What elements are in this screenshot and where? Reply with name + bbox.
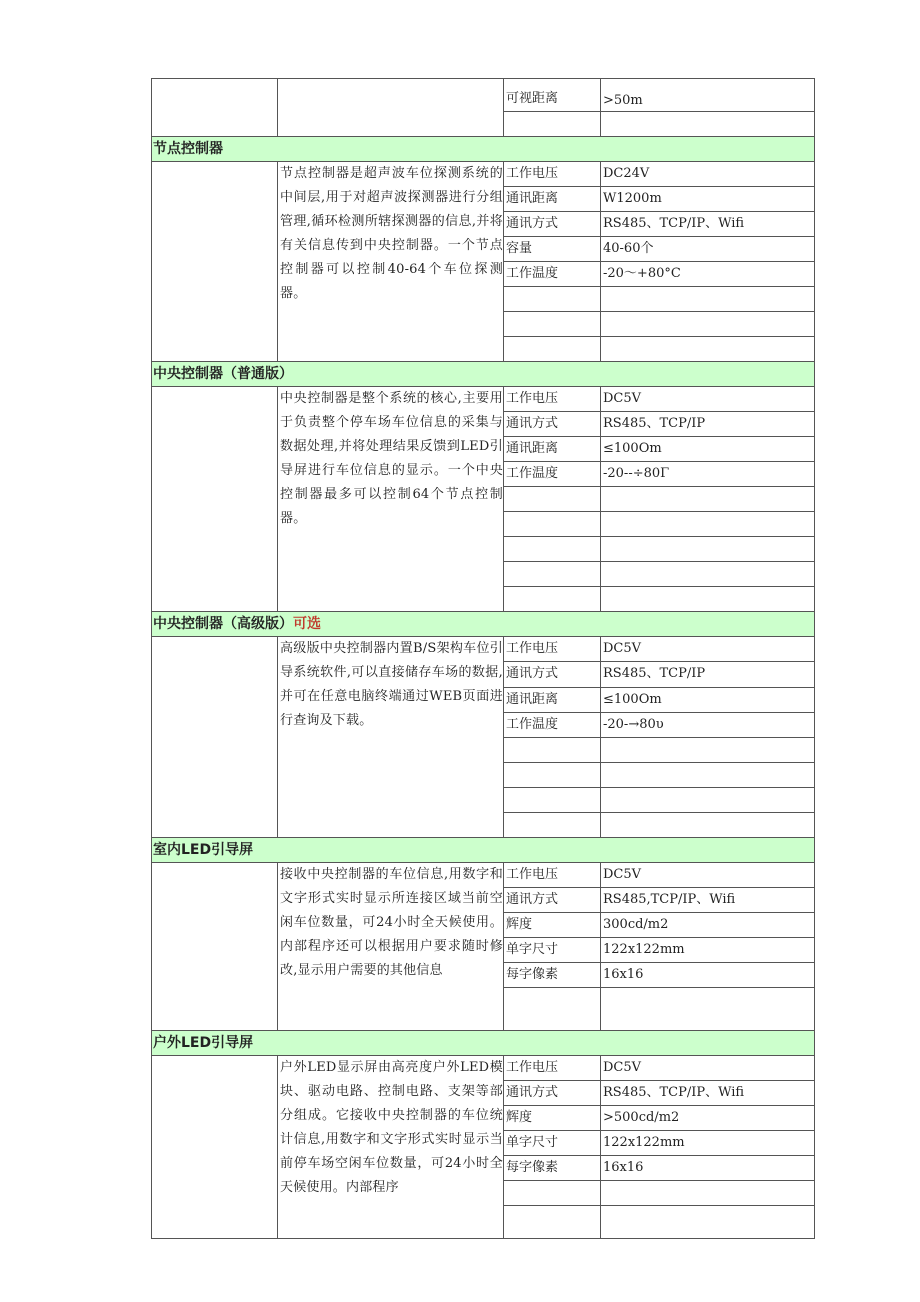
param-value: 300cd∕m2 [601,913,815,938]
param-name: 辉度 [504,1106,601,1131]
param-name: 通讯方式 [504,212,601,237]
param-value: DC5V [601,637,815,662]
table-row [152,1056,815,1081]
param-value [601,1181,815,1206]
param-name: 通讯方式 [504,662,601,688]
section-header [152,137,815,162]
param-value [601,537,815,562]
section-header [152,838,815,863]
param-value [601,738,815,763]
param-name: 单字尺寸 [504,1131,601,1156]
param-value: 16x16 [601,1156,815,1181]
param-value: DC5V [601,1056,815,1081]
param-name: 每字像素 [504,963,601,988]
param-name: 可视距离 [504,79,601,112]
param-value: RS485、TCP/IP、Wifi [601,1081,815,1106]
section-title: 节点控制器 [152,137,815,162]
image-cell [152,387,278,612]
table-row [152,387,815,412]
param-value: -20-→80υ [601,713,815,738]
param-name [504,988,601,1031]
table-row [152,863,815,888]
param-name: 每字像素 [504,1156,601,1181]
image-cell [152,162,278,362]
param-name [504,537,601,562]
param-name: 工作温度 [504,462,601,487]
param-name: 工作温度 [504,713,601,738]
param-value [601,337,815,362]
param-name: 工作温度 [504,262,601,287]
optional-note: 可选 [293,616,321,632]
param-name: 通讯距离 [504,688,601,713]
param-value [601,312,815,337]
param-name: 工作电压 [504,863,601,888]
section-title [152,612,815,637]
image-cell [152,79,278,137]
param-name: 通讯方式 [504,1081,601,1106]
param-value [601,487,815,512]
param-name [504,738,601,763]
param-name: 辉度 [504,913,601,938]
param-value: -20～+80°C [601,262,815,287]
param-value: ≤100Om [601,688,815,713]
description-cell [278,79,504,137]
param-name: 工作电压 [504,637,601,662]
param-value: >500cd∕m2 [601,1106,815,1131]
param-name: 通讯方式 [504,888,601,913]
param-value: 122x122mm [601,938,815,963]
param-value: ≤100Om [601,437,815,462]
section-header [152,362,815,387]
param-name [504,788,601,813]
param-name: 工作电压 [504,387,601,412]
section-header [152,612,815,637]
param-value [601,587,815,612]
table-row [152,637,815,662]
param-value [601,813,815,838]
section-title: 室内LED引导屏 [152,838,815,863]
param-value: W1200m [601,187,815,212]
param-name [504,287,601,312]
param-name [504,1206,601,1239]
param-name [504,562,601,587]
param-name: 通讯距离 [504,437,601,462]
param-name: 工作电压 [504,1056,601,1081]
param-value: -20--÷80Γ [601,462,815,487]
image-cell [152,863,278,1031]
param-name [504,1181,601,1206]
param-name [504,587,601,612]
param-name [504,312,601,337]
param-value [601,112,815,137]
spec-table [151,78,815,1239]
param-name [504,763,601,788]
section-title: 户外LED引导屏 [152,1031,815,1056]
description-cell: 接收中央控制器的车位信息,用数字和文字形式实时显示所连接区域当前空闲车位数量，可24小时全天候使用。内部程序还可以根据用户要求随时修改,显示用户需要的其他信息 [278,863,504,1031]
param-name: 工作电压 [504,162,601,187]
table-row [152,79,815,112]
param-value [601,287,815,312]
param-name [504,512,601,537]
param-name: 单字尺寸 [504,938,601,963]
param-value: DC24V [601,162,815,187]
section-title: 中央控制器（普通版） [152,362,815,387]
param-value: DC5V [601,387,815,412]
param-value [601,988,815,1031]
param-value: >50m [601,79,815,112]
param-value [601,763,815,788]
param-name: 通讯方式 [504,412,601,437]
description-cell: 户外LED显示屏由高亮度户外LED模块、驱动电路、控制电路、支架等部分组成。它接收中央控制器的车位统计信息,用数字和文字形式实时显示当前停车场空闲车位数量，可24小时全天候使用。内部程序 [278,1056,504,1239]
param-value: 16x16 [601,963,815,988]
param-value: RS485、TCP/IP [601,412,815,437]
param-name [504,487,601,512]
param-value: RS485、TCP/IP、Wifi [601,212,815,237]
param-name [504,112,601,137]
param-name: 通讯距离 [504,187,601,212]
section-header [152,1031,815,1056]
param-value [601,1206,815,1239]
param-value: DC5V [601,863,815,888]
param-value: RS485,TCP/IP、Wifi [601,888,815,913]
description-cell: 高级版中央控制器内置B/S架构车位引导系统软件,可以直接储存车场的数据,并可在任意电脑终端通过WEB页面进行查询及下载。 [278,637,504,838]
param-value: RS485、TCP/IP [601,662,815,688]
image-cell [152,1056,278,1239]
param-value [601,512,815,537]
param-name: 容量 [504,237,601,262]
param-value: 122x122mm [601,1131,815,1156]
param-name [504,813,601,838]
param-value: 40-60个 [601,237,815,262]
param-name [504,337,601,362]
table-row [152,162,815,187]
param-value [601,788,815,813]
section-title-text: 中央控制器（高级版） [153,616,293,632]
description-cell: 中央控制器是整个系统的核心,主要用于负责整个停车场车位信息的采集与数据处理,并将处理结果反馈到LED引导屏进行车位信息的显示。一个中央控制器最多可以控制64个节点控制器。 [278,387,504,612]
param-value [601,562,815,587]
image-cell [152,637,278,838]
description-cell: 节点控制器是超声波车位探测系统的中间层,用于对超声波探测器进行分组管理,循环检测所辖探测器的信息,并将有关信息传到中央控制器。一个节点控制器可以控制40-64个车位探测器。 [278,162,504,362]
